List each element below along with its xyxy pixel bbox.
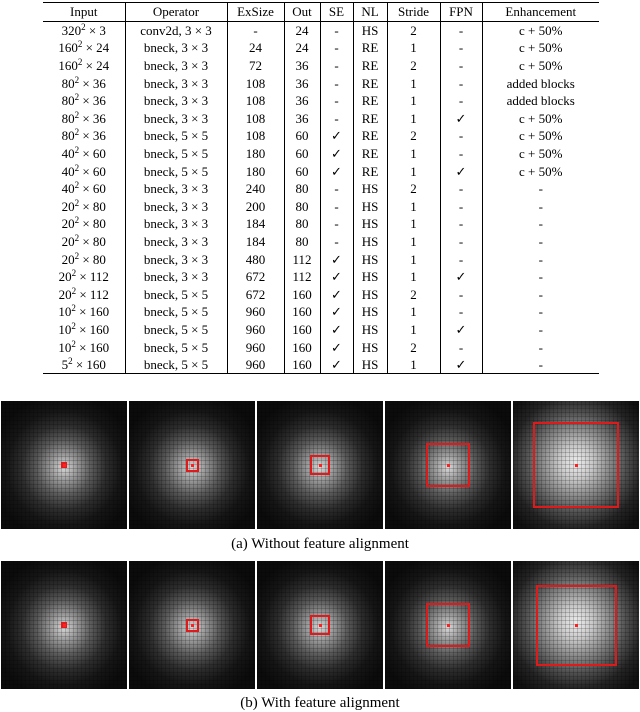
cell-operator: bneck, 5 × 5 bbox=[125, 145, 227, 163]
input-channels: × 160 bbox=[75, 339, 110, 355]
table-row bbox=[43, 127, 599, 145]
cell-exsize: 960 bbox=[227, 356, 284, 374]
cell-operator: bneck, 3 × 3 bbox=[125, 57, 227, 75]
cell-out: 80 bbox=[284, 198, 320, 216]
cell-nl: HS bbox=[353, 250, 387, 268]
heatmap-panel bbox=[1, 401, 127, 529]
cell-out: 160 bbox=[284, 321, 320, 339]
table-row bbox=[43, 162, 599, 180]
table-row bbox=[43, 198, 599, 216]
cell-out: 80 bbox=[284, 180, 320, 198]
input-size: 80 bbox=[61, 110, 75, 126]
cell-operator: bneck, 5 × 5 bbox=[125, 338, 227, 356]
input-exponent: 2 bbox=[74, 215, 80, 226]
cell-nl: RE bbox=[353, 57, 387, 75]
cell-se: ✓ bbox=[320, 356, 353, 374]
cell-nl: HS bbox=[353, 338, 387, 356]
cell-input bbox=[43, 356, 125, 374]
cell-fpn: - bbox=[440, 286, 482, 304]
cell-stride: 2 bbox=[387, 180, 440, 198]
cell-fpn: ✓ bbox=[440, 356, 482, 374]
input-exponent: 2 bbox=[81, 21, 86, 32]
input-size: 320 bbox=[61, 22, 82, 38]
cell-nl: HS bbox=[353, 215, 387, 233]
header-se: SE bbox=[320, 3, 353, 22]
cell-out: 112 bbox=[284, 250, 320, 268]
cell-stride: 2 bbox=[387, 286, 440, 304]
cell-out: 24 bbox=[284, 39, 320, 57]
center-point bbox=[63, 624, 66, 627]
input-size: 80 bbox=[61, 75, 75, 91]
center-point bbox=[575, 464, 578, 467]
cell-out: 36 bbox=[284, 57, 320, 75]
cell-exsize: 960 bbox=[227, 321, 284, 339]
cell-input bbox=[43, 57, 125, 75]
cell-se: ✓ bbox=[320, 321, 353, 339]
heatmap-panel bbox=[257, 561, 383, 689]
cell-input bbox=[43, 110, 125, 128]
input-size: 20 bbox=[61, 234, 75, 250]
cell-stride: 2 bbox=[387, 57, 440, 75]
input-size: 20 bbox=[61, 251, 75, 267]
cell-exsize: 960 bbox=[227, 303, 284, 321]
cell-enhancement: - bbox=[482, 180, 599, 198]
cell-enhancement: added blocks bbox=[482, 92, 599, 110]
cell-out: 24 bbox=[284, 21, 320, 39]
input-exponent: 2 bbox=[77, 57, 83, 68]
cell-stride: 2 bbox=[387, 127, 440, 145]
cell-out: 80 bbox=[284, 233, 320, 251]
cell-out: 36 bbox=[284, 110, 320, 128]
cell-operator: bneck, 5 × 5 bbox=[125, 356, 227, 374]
header-operator: Operator bbox=[125, 3, 227, 22]
cell-enhancement: - bbox=[482, 356, 599, 374]
input-exponent: 2 bbox=[74, 109, 80, 120]
cell-se: - bbox=[320, 198, 353, 216]
cell-enhancement: - bbox=[482, 215, 599, 233]
table-row bbox=[43, 180, 599, 198]
cell-fpn: - bbox=[440, 215, 482, 233]
cell-input bbox=[43, 303, 125, 321]
cell-out: 160 bbox=[284, 338, 320, 356]
input-size: 10 bbox=[58, 339, 72, 355]
cell-exsize: 108 bbox=[227, 110, 284, 128]
header-nl: NL bbox=[353, 3, 387, 22]
cell-nl: HS bbox=[353, 356, 387, 374]
cell-fpn: - bbox=[440, 39, 482, 57]
cell-nl: RE bbox=[353, 162, 387, 180]
cell-enhancement: - bbox=[482, 250, 599, 268]
input-exponent: 2 bbox=[74, 92, 80, 103]
table-row bbox=[43, 233, 599, 251]
input-channels: × 24 bbox=[82, 58, 110, 74]
cell-out: 112 bbox=[284, 268, 320, 286]
header-enhancement: Enhancement bbox=[482, 3, 599, 22]
cell-se: ✓ bbox=[320, 250, 353, 268]
cell-input bbox=[43, 92, 125, 110]
cell-operator: bneck, 3 × 3 bbox=[125, 110, 227, 128]
cell-exsize: 184 bbox=[227, 215, 284, 233]
table-row bbox=[43, 74, 599, 92]
cell-input bbox=[43, 127, 125, 145]
cell-operator: bneck, 3 × 3 bbox=[125, 39, 227, 57]
cell-nl: HS bbox=[353, 321, 387, 339]
input-exponent: 2 bbox=[74, 145, 80, 156]
cell-stride: 1 bbox=[387, 356, 440, 374]
cell-fpn: ✓ bbox=[440, 110, 482, 128]
cell-input bbox=[43, 145, 125, 163]
cell-out: 60 bbox=[284, 145, 320, 163]
cell-operator: bneck, 3 × 3 bbox=[125, 215, 227, 233]
cell-fpn: - bbox=[440, 250, 482, 268]
architecture-table bbox=[43, 2, 599, 374]
figure-caption-with-alignment: (b) With feature alignment bbox=[240, 695, 400, 711]
cell-exsize: - bbox=[227, 21, 284, 39]
cell-input bbox=[43, 250, 125, 268]
heatmap-panel bbox=[385, 561, 511, 689]
cell-out: 36 bbox=[284, 74, 320, 92]
cell-se: ✓ bbox=[320, 303, 353, 321]
input-exponent: 2 bbox=[74, 180, 80, 191]
table-row bbox=[43, 21, 599, 39]
input-channels: × 160 bbox=[75, 304, 110, 320]
cell-operator: bneck, 5 × 5 bbox=[125, 162, 227, 180]
input-size: 10 bbox=[58, 321, 72, 337]
input-channels: × 160 bbox=[72, 357, 106, 373]
cell-stride: 1 bbox=[387, 39, 440, 57]
center-point bbox=[575, 624, 578, 627]
cell-stride: 1 bbox=[387, 145, 440, 163]
input-channels: × 36 bbox=[79, 93, 106, 109]
input-size: 20 bbox=[58, 286, 72, 302]
input-exponent: 2 bbox=[71, 338, 76, 349]
header-input: Input bbox=[70, 4, 98, 20]
cell-nl: RE bbox=[353, 145, 387, 163]
heatmap-panel bbox=[513, 401, 639, 529]
table-row bbox=[43, 39, 599, 57]
cell-enhancement: c + 50% bbox=[482, 162, 599, 180]
input-channels: × 60 bbox=[79, 146, 106, 162]
input-size: 20 bbox=[58, 269, 72, 285]
input-exponent: 2 bbox=[77, 39, 83, 50]
input-exponent: 2 bbox=[71, 303, 76, 314]
cell-operator: bneck, 5 × 5 bbox=[125, 321, 227, 339]
cell-out: 36 bbox=[284, 92, 320, 110]
heatmap-panel bbox=[1, 561, 127, 689]
table-header-row bbox=[43, 3, 599, 22]
cell-out: 60 bbox=[284, 127, 320, 145]
input-exponent: 2 bbox=[74, 127, 80, 138]
cell-exsize: 672 bbox=[227, 268, 284, 286]
cell-fpn: - bbox=[440, 21, 482, 39]
cell-exsize: 72 bbox=[227, 57, 284, 75]
cell-fpn: - bbox=[440, 338, 482, 356]
cell-fpn: - bbox=[440, 303, 482, 321]
cell-operator: bneck, 3 × 3 bbox=[125, 92, 227, 110]
cell-input bbox=[43, 215, 125, 233]
input-exponent: 2 bbox=[74, 197, 80, 208]
input-size: 160 bbox=[58, 40, 78, 56]
cell-exsize: 184 bbox=[227, 233, 284, 251]
cell-exsize: 672 bbox=[227, 286, 284, 304]
cell-enhancement: - bbox=[482, 268, 599, 286]
input-exponent: 2 bbox=[74, 162, 80, 173]
cell-operator: bneck, 5 × 5 bbox=[125, 303, 227, 321]
cell-out: 60 bbox=[284, 162, 320, 180]
header-fpn: FPN bbox=[440, 3, 482, 22]
heatmap-panel bbox=[513, 561, 639, 689]
cell-out: 80 bbox=[284, 215, 320, 233]
cell-fpn: ✓ bbox=[440, 321, 482, 339]
cell-input bbox=[43, 321, 125, 339]
cell-input bbox=[43, 74, 125, 92]
cell-nl: HS bbox=[353, 286, 387, 304]
input-size: 80 bbox=[61, 128, 75, 144]
table-row bbox=[43, 92, 599, 110]
cell-nl: RE bbox=[353, 110, 387, 128]
cell-se: ✓ bbox=[320, 127, 353, 145]
figure-caption-without-alignment: (a) Without feature alignment bbox=[231, 536, 409, 552]
cell-nl: RE bbox=[353, 39, 387, 57]
cell-se: - bbox=[320, 215, 353, 233]
cell-stride: 1 bbox=[387, 215, 440, 233]
cell-stride: 1 bbox=[387, 250, 440, 268]
cell-input bbox=[43, 338, 125, 356]
table-row bbox=[43, 286, 599, 304]
cell-se: - bbox=[320, 21, 353, 39]
cell-exsize: 180 bbox=[227, 162, 284, 180]
cell-enhancement: - bbox=[482, 321, 599, 339]
table-row bbox=[43, 268, 599, 286]
input-channels: × 112 bbox=[76, 286, 109, 302]
cell-exsize: 480 bbox=[227, 250, 284, 268]
input-channels: × 80 bbox=[79, 198, 106, 214]
cell-enhancement: c + 50% bbox=[482, 39, 599, 57]
input-size: 160 bbox=[58, 58, 78, 74]
input-channels: × 36 bbox=[79, 128, 106, 144]
cell-stride: 1 bbox=[387, 92, 440, 110]
table-row bbox=[43, 57, 599, 75]
cell-enhancement: c + 50% bbox=[482, 21, 599, 39]
cell-exsize: 200 bbox=[227, 198, 284, 216]
cell-se: - bbox=[320, 110, 353, 128]
cell-exsize: 108 bbox=[227, 127, 284, 145]
cell-nl: HS bbox=[353, 180, 387, 198]
cell-enhancement: - bbox=[482, 303, 599, 321]
cell-se: ✓ bbox=[320, 162, 353, 180]
input-channels: × 36 bbox=[79, 75, 106, 91]
table-row bbox=[43, 303, 599, 321]
input-channels: × 3 bbox=[85, 22, 106, 38]
cell-se: ✓ bbox=[320, 338, 353, 356]
cell-se: - bbox=[320, 180, 353, 198]
cell-enhancement: c + 50% bbox=[482, 57, 599, 75]
cell-operator: bneck, 3 × 3 bbox=[125, 233, 227, 251]
figure-row-without-alignment bbox=[0, 401, 640, 529]
cell-input bbox=[43, 198, 125, 216]
cell-out: 160 bbox=[284, 286, 320, 304]
input-exponent: 2 bbox=[68, 356, 73, 367]
cell-stride: 2 bbox=[387, 21, 440, 39]
cell-enhancement: c + 50% bbox=[482, 145, 599, 163]
header-out: Out bbox=[284, 3, 320, 22]
input-channels: × 80 bbox=[79, 251, 106, 267]
table-row bbox=[43, 215, 599, 233]
figure-row-with-alignment bbox=[0, 561, 640, 689]
input-channels: × 112 bbox=[76, 269, 109, 285]
cell-operator: bneck, 3 × 3 bbox=[125, 198, 227, 216]
cell-fpn: ✓ bbox=[440, 162, 482, 180]
center-point bbox=[63, 464, 66, 467]
input-channels: × 60 bbox=[79, 163, 106, 179]
cell-out: 160 bbox=[284, 356, 320, 374]
table-row bbox=[43, 356, 599, 374]
cell-fpn: - bbox=[440, 74, 482, 92]
cell-enhancement: - bbox=[482, 198, 599, 216]
heatmap-panel bbox=[129, 561, 255, 689]
center-point bbox=[447, 624, 450, 627]
cell-enhancement: added blocks bbox=[482, 74, 599, 92]
cell-stride: 1 bbox=[387, 268, 440, 286]
cell-fpn: ✓ bbox=[440, 268, 482, 286]
input-channels: × 60 bbox=[79, 181, 106, 197]
cell-fpn: - bbox=[440, 57, 482, 75]
cell-exsize: 24 bbox=[227, 39, 284, 57]
cell-fpn: - bbox=[440, 233, 482, 251]
cell-operator: bneck, 3 × 3 bbox=[125, 250, 227, 268]
cell-nl: RE bbox=[353, 127, 387, 145]
cell-enhancement: - bbox=[482, 286, 599, 304]
input-size: 40 bbox=[61, 181, 75, 197]
heatmap-panel bbox=[257, 401, 383, 529]
cell-fpn: - bbox=[440, 145, 482, 163]
input-size: 80 bbox=[61, 93, 75, 109]
center-point bbox=[447, 464, 450, 467]
input-size: 10 bbox=[58, 304, 72, 320]
center-point bbox=[191, 464, 194, 467]
cell-operator: bneck, 3 × 3 bbox=[125, 74, 227, 92]
cell-out: 160 bbox=[284, 303, 320, 321]
center-point bbox=[319, 464, 322, 467]
cell-operator: conv2d, 3 × 3 bbox=[125, 21, 227, 39]
cell-nl: HS bbox=[353, 233, 387, 251]
cell-stride: 1 bbox=[387, 303, 440, 321]
cell-stride: 1 bbox=[387, 74, 440, 92]
cell-stride: 2 bbox=[387, 338, 440, 356]
cell-input bbox=[43, 233, 125, 251]
cell-stride: 1 bbox=[387, 321, 440, 339]
input-size: 20 bbox=[61, 216, 75, 232]
cell-se: - bbox=[320, 233, 353, 251]
input-exponent: 2 bbox=[71, 268, 77, 279]
cell-se: - bbox=[320, 39, 353, 57]
table-row bbox=[43, 145, 599, 163]
cell-operator: bneck, 5 × 5 bbox=[125, 286, 227, 304]
cell-nl: HS bbox=[353, 303, 387, 321]
input-size: 20 bbox=[61, 198, 75, 214]
cell-enhancement: c + 50% bbox=[482, 127, 599, 145]
cell-exsize: 240 bbox=[227, 180, 284, 198]
cell-se: - bbox=[320, 57, 353, 75]
input-channels: × 80 bbox=[79, 216, 106, 232]
cell-exsize: 108 bbox=[227, 92, 284, 110]
cell-exsize: 180 bbox=[227, 145, 284, 163]
header-stride: Stride bbox=[387, 3, 440, 22]
input-exponent: 2 bbox=[71, 285, 77, 296]
input-channels: × 36 bbox=[79, 110, 106, 126]
table-body bbox=[43, 21, 599, 374]
cell-input bbox=[43, 180, 125, 198]
input-channels: × 80 bbox=[79, 234, 106, 250]
heatmap-panel bbox=[385, 401, 511, 529]
cell-fpn: - bbox=[440, 180, 482, 198]
cell-enhancement: - bbox=[482, 233, 599, 251]
cell-fpn: - bbox=[440, 92, 482, 110]
cell-input bbox=[43, 286, 125, 304]
cell-se: ✓ bbox=[320, 268, 353, 286]
input-channels: × 24 bbox=[82, 40, 110, 56]
cell-nl: RE bbox=[353, 74, 387, 92]
cell-nl: HS bbox=[353, 198, 387, 216]
cell-operator: bneck, 3 × 3 bbox=[125, 180, 227, 198]
cell-input bbox=[43, 39, 125, 57]
center-point bbox=[319, 624, 322, 627]
cell-stride: 1 bbox=[387, 162, 440, 180]
cell-exsize: 960 bbox=[227, 338, 284, 356]
cell-se: - bbox=[320, 74, 353, 92]
cell-operator: bneck, 3 × 3 bbox=[125, 268, 227, 286]
input-channels: × 160 bbox=[75, 321, 110, 337]
cell-stride: 1 bbox=[387, 198, 440, 216]
cell-fpn: - bbox=[440, 198, 482, 216]
input-size: 40 bbox=[61, 163, 75, 179]
input-size: 40 bbox=[61, 146, 75, 162]
center-point bbox=[191, 624, 194, 627]
table-row bbox=[43, 321, 599, 339]
cell-nl: HS bbox=[353, 268, 387, 286]
input-exponent: 2 bbox=[71, 320, 76, 331]
header-exsize: ExSize bbox=[227, 3, 284, 22]
cell-nl: HS bbox=[353, 21, 387, 39]
input-size: 5 bbox=[61, 357, 69, 373]
table-row bbox=[43, 250, 599, 268]
cell-se: - bbox=[320, 92, 353, 110]
cell-stride: 1 bbox=[387, 110, 440, 128]
cell-fpn: - bbox=[440, 127, 482, 145]
input-exponent: 2 bbox=[74, 250, 80, 261]
input-exponent: 2 bbox=[74, 233, 80, 244]
table-row bbox=[43, 110, 599, 128]
cell-nl: RE bbox=[353, 92, 387, 110]
cell-se: ✓ bbox=[320, 145, 353, 163]
cell-input bbox=[43, 21, 125, 39]
table-row bbox=[43, 338, 599, 356]
cell-enhancement: - bbox=[482, 338, 599, 356]
cell-se: ✓ bbox=[320, 286, 353, 304]
cell-stride: 1 bbox=[387, 233, 440, 251]
cell-enhancement: c + 50% bbox=[482, 110, 599, 128]
cell-operator: bneck, 5 × 5 bbox=[125, 127, 227, 145]
cell-input bbox=[43, 162, 125, 180]
input-exponent: 2 bbox=[74, 74, 80, 85]
cell-input bbox=[43, 268, 125, 286]
cell-exsize: 108 bbox=[227, 74, 284, 92]
heatmap-panel bbox=[129, 401, 255, 529]
